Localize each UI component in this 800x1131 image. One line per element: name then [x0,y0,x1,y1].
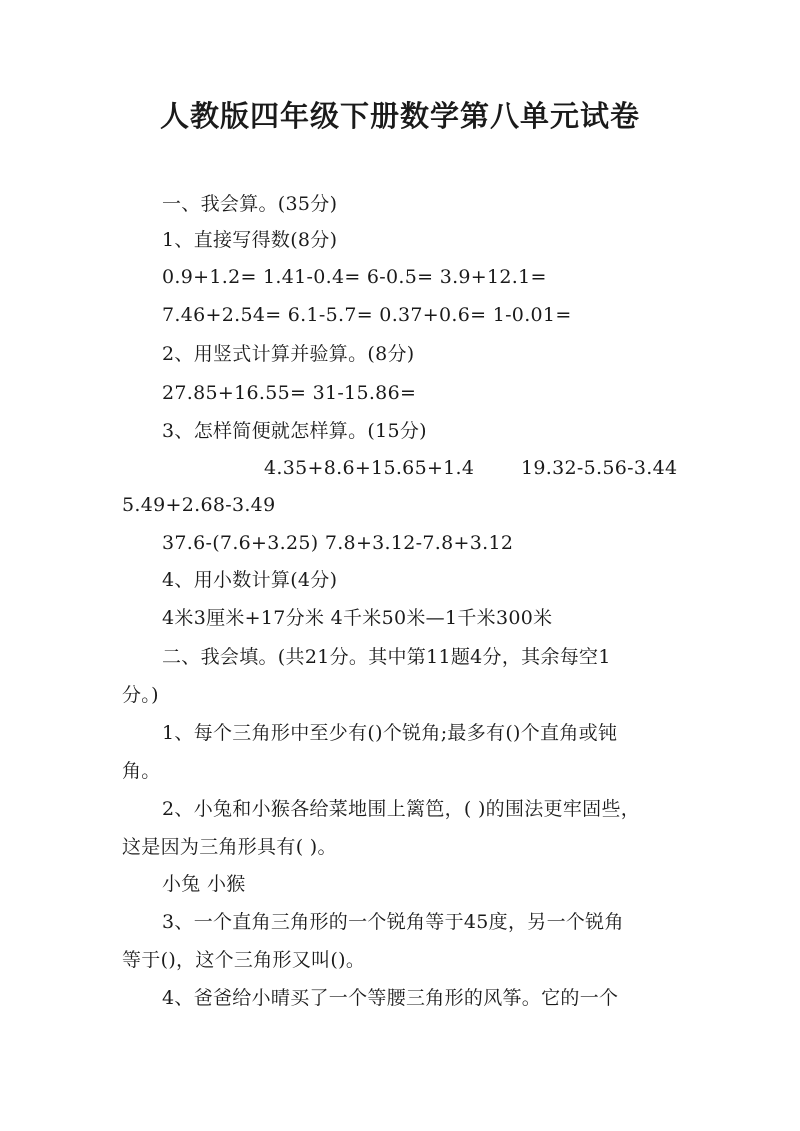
expression-simplify-2: 19.32-5.56-3.44 [521,457,678,479]
expression-row-2: 7.46+2.54= 6.1-5.7= 0.37+0.6= 1-0.01= [162,304,572,326]
expression-simplify-1: 4.35+8.6+15.65+1.4 [264,457,475,479]
question-1-2-heading: 2、用竖式计算并验算。(8分) [162,343,415,365]
expression-row-5: 4米3厘米+17分米 4千米50米—1千米300米 [162,607,553,629]
question-1-4-heading: 4、用小数计算(4分) [162,569,338,591]
expression-row-3: 27.85+16.55= 31-15.86= [162,382,417,404]
question-2-1-cont: 角。 [122,760,161,782]
question-2-2-cont: 这是因为三角形具有( )。 [122,836,337,858]
question-1-1-heading: 1、直接写得数(8分) [162,229,338,251]
question-2-4: 4、爸爸给小晴买了一个等腰三角形的风筝。它的一个 [162,987,619,1009]
section-2-heading: 二、我会填。(共21分。其中第11题4分，其余每空1 [162,646,611,668]
question-2-3: 3、一个直角三角形的一个锐角等于45度，另一个锐角 [162,911,624,933]
section-1-heading: 一、我会算。(35分) [162,193,338,215]
figure-caption-labels: 小兔 小猴 [162,873,246,895]
question-1-3-heading: 3、怎样简便就怎样算。(15分) [162,420,427,442]
question-2-2: 2、小兔和小猴各给菜地围上篱笆，( )的围法更牢固些， [162,798,641,820]
expression-row-4: 37.6-(7.6+3.25) 7.8+3.12-7.8+3.12 [162,532,514,554]
document-title: 人教版四年级下册数学第八单元试卷 [159,99,640,133]
question-2-3-cont: 等于()，这个三角形又叫()。 [122,949,366,971]
expression-row-1: 0.9+1.2= 1.41-0.4= 6-0.5= 3.9+12.1= [162,266,547,288]
expression-simplify-3: 5.49+2.68-3.49 [122,494,276,516]
section-2-heading-cont: 分。) [122,684,159,706]
question-2-1: 1、每个三角形中至少有()个锐角;最多有()个直角或钝 [162,722,618,744]
